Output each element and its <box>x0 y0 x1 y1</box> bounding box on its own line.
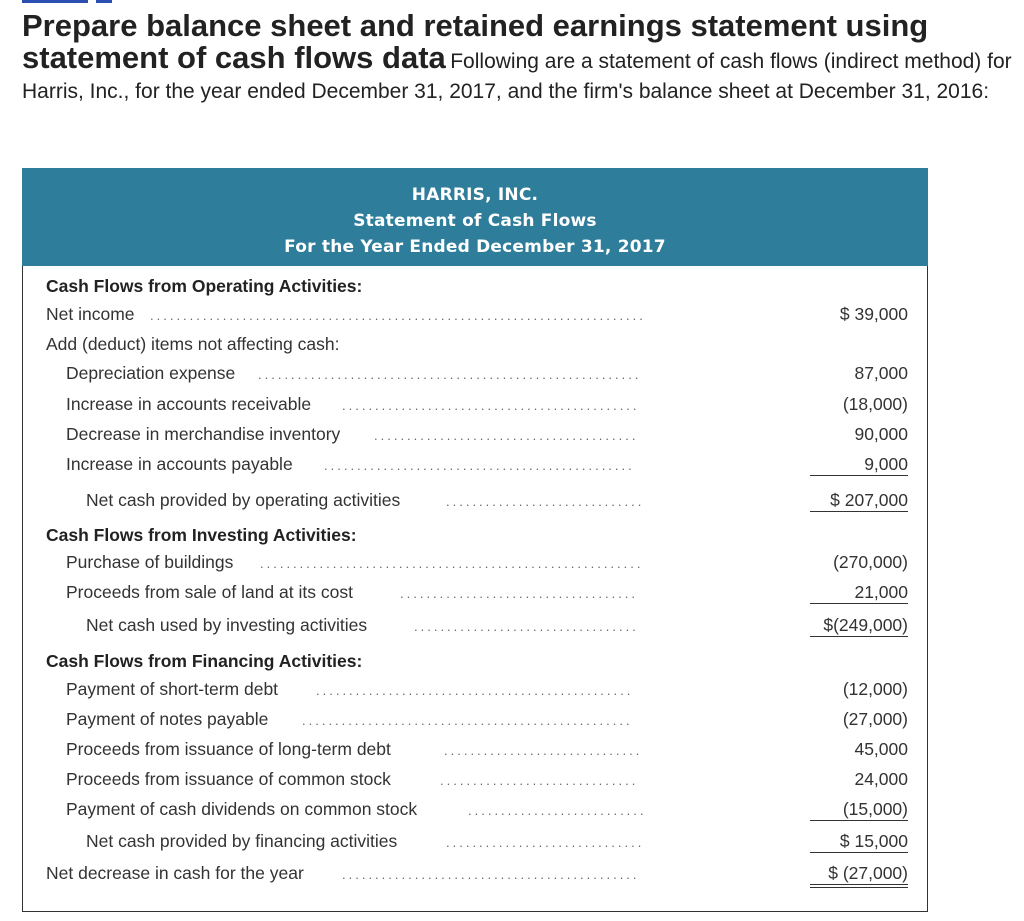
leader-dots: ............................................. <box>342 867 640 882</box>
row-label: Cash Flows from Investing Activities: <box>46 525 361 546</box>
row-long-term-debt <box>46 739 908 767</box>
row-label: Cash Flows from Financing Activities: <box>46 651 366 672</box>
leader-dots: ........................... <box>468 803 647 818</box>
row-net-investing <box>46 615 908 643</box>
row-accounts-receivable <box>46 394 908 422</box>
row-label: Net cash provided by financing activities <box>86 831 401 852</box>
row-label: Payment of short-term debt <box>66 679 282 700</box>
leader-dots: ............................................... <box>324 458 635 473</box>
row-short-term-debt <box>46 679 908 707</box>
row-amount: (15,000) <box>810 799 908 821</box>
row-accounts-payable <box>46 454 908 482</box>
row-label: Net income <box>46 304 139 325</box>
row-purchase-buildings <box>46 552 908 580</box>
row-label: Net cash used by investing activities <box>86 615 371 636</box>
row-label: Net decrease in cash for the year <box>46 863 308 884</box>
leader-dots: ............................................. <box>342 398 640 413</box>
statement-period: For the Year Ended December 31, 2017 <box>284 237 666 257</box>
leader-dots: .............................. <box>446 835 645 850</box>
row-amount: (18,000) <box>842 394 908 414</box>
row-adjustments-heading <box>46 334 908 362</box>
row-label: Depreciation expense <box>66 363 239 384</box>
top-link-fragment <box>22 0 88 3</box>
leader-dots: ........................................................................... <box>150 308 646 323</box>
section-heading-operating <box>46 276 908 304</box>
row-amount: 87,000 <box>854 363 908 383</box>
section-heading-investing <box>46 525 908 553</box>
row-net-income <box>46 304 908 332</box>
problem-intro <box>22 10 1012 107</box>
row-cash-dividends <box>46 799 908 827</box>
row-amount: $(249,000) <box>810 615 908 637</box>
row-amount: 21,000 <box>810 582 908 604</box>
row-label: Add (deduct) items not affecting cash: <box>46 334 343 355</box>
leader-dots: ................................................ <box>316 683 634 698</box>
row-amount: $ (27,000) <box>810 863 908 888</box>
leader-dots: .................................................. <box>302 713 633 728</box>
row-label: Decrease in merchandise inventory <box>66 424 344 445</box>
row-label: Cash Flows from Operating Activities: <box>46 276 366 297</box>
row-depreciation <box>46 363 908 391</box>
row-common-stock <box>46 769 908 797</box>
leader-dots: .................................... <box>400 586 639 601</box>
row-label: Proceeds from issuance of common stock <box>66 769 395 790</box>
row-label: Increase in accounts receivable <box>66 394 315 415</box>
row-net-financing <box>46 831 908 859</box>
leader-dots: .................................. <box>414 619 639 634</box>
problem-text: Following are a statement of cash flows (indirect method) for Harris, Inc., for the year ended December 31, 2017, and the firm's balance sheet at December 31, 2016: <box>22 50 1012 103</box>
row-net-operating <box>46 490 908 518</box>
row-amount: (27,000) <box>842 709 908 729</box>
row-net-decrease <box>46 863 908 891</box>
row-label: Payment of cash dividends on common stock <box>66 799 421 820</box>
row-label: Proceeds from sale of land at its cost <box>66 582 357 603</box>
row-amount: (270,000) <box>833 552 908 572</box>
row-amount: 45,000 <box>854 739 908 759</box>
statement-name: Statement of Cash Flows <box>353 211 597 231</box>
leader-dots: .......................................................... <box>260 556 644 571</box>
row-sale-of-land <box>46 582 908 610</box>
row-label: Net cash provided by operating activities <box>86 490 404 511</box>
section-heading-financing <box>46 651 908 679</box>
row-amount: 9,000 <box>810 454 908 476</box>
leader-dots: .............................. <box>440 773 639 788</box>
leader-dots: .......................................................... <box>258 367 642 382</box>
leader-dots: .............................. <box>444 743 643 758</box>
row-amount: $ 39,000 <box>839 304 908 324</box>
row-label: Increase in accounts payable <box>66 454 297 475</box>
row-amount: 24,000 <box>854 769 908 789</box>
row-label: Purchase of buildings <box>66 552 237 573</box>
company-name: HARRIS, INC. <box>411 185 539 205</box>
row-label: Proceeds from issuance of long-term debt <box>66 739 395 760</box>
row-amount: $ 207,000 <box>810 490 908 512</box>
problem-title: Prepare balance sheet and retained earnings statement using statement of cash flows data <box>22 8 929 75</box>
top-link-fragment <box>96 0 112 3</box>
row-label: Payment of notes payable <box>66 709 272 730</box>
row-amount: $ 15,000 <box>810 831 908 853</box>
leader-dots: ........................................ <box>374 428 639 443</box>
statement-header <box>22 168 928 266</box>
row-notes-payable <box>46 709 908 737</box>
leader-dots: .............................. <box>446 494 645 509</box>
row-merchandise-inventory <box>46 424 908 452</box>
row-amount: (12,000) <box>842 679 908 699</box>
row-amount: 90,000 <box>854 424 908 444</box>
